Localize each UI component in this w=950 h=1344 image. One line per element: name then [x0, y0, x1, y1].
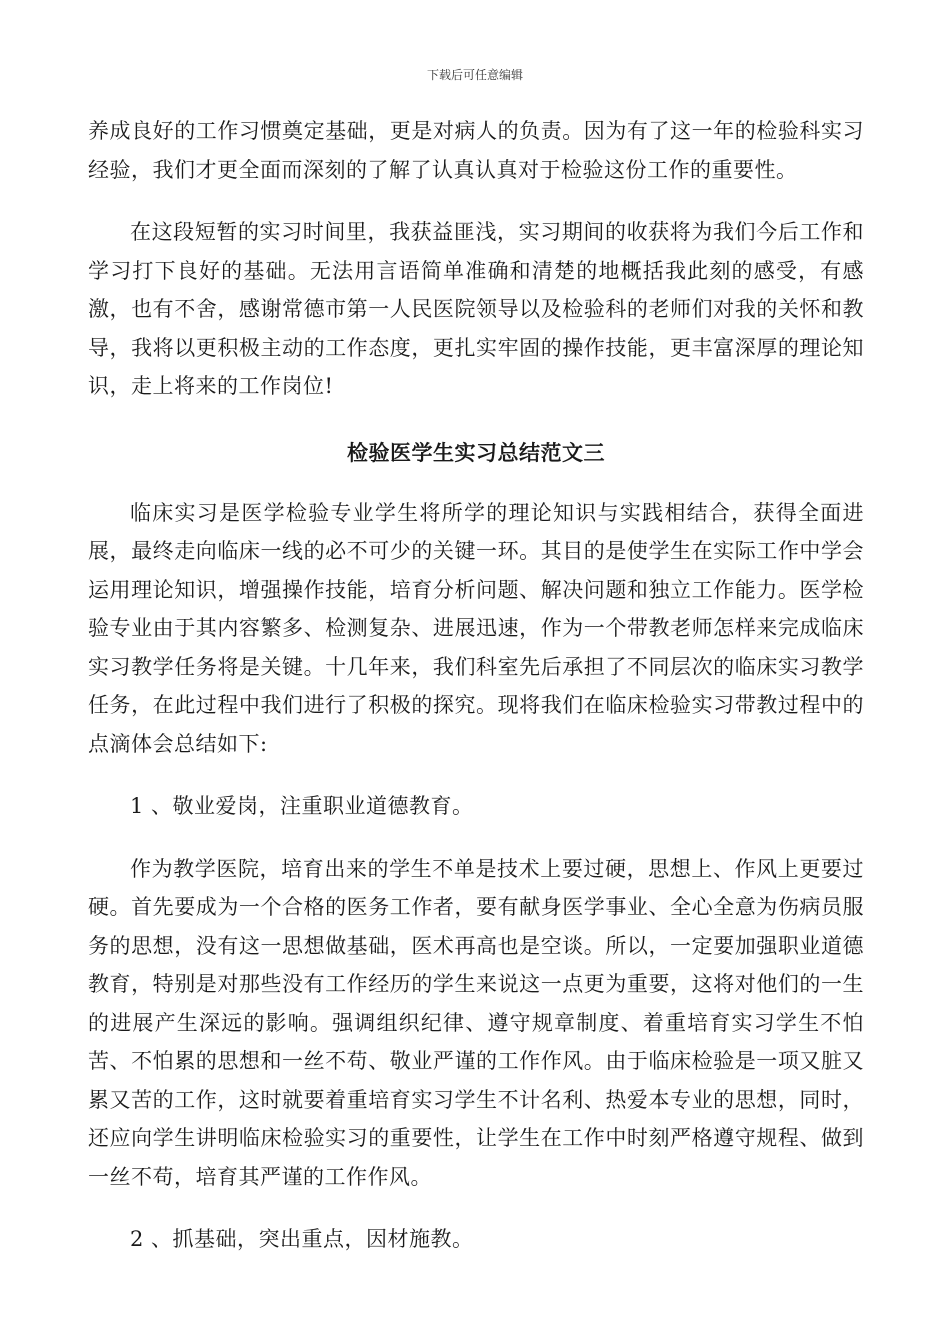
- paragraph-ethics: 作为教学医院，培育出来的学生不单是技术上要过硬，思想上、作风上更要过硬。首先要成为一个合格的医务工作者，要有献身医学事业、全心全意为伤病员服务的思想，没有这一思想做基础，医术再高也是空谈。所以，一定要加强职业道德教育，特别是对那些没有工作经历的学生来说这一点更为重要，这将对他们的一生的进展产生深远的影响。强调组织纪律、遵守规章制度、着重培育实习学生不怕苦、不怕累的思想和一丝不苟、敬业严谨的工作作风。由于临床检验是一项又脏又累又苦的工作，这时就要着重培育实习学生不计名利、热爱本专业的思想，同时，还应向学生讲明临床检验实习的重要性，让学生在工作中时刻严格遵守规程、做到一丝不苟，培育其严谨的工作作风。: [88, 856, 864, 1189]
- list-item-heading-2: 2 、抓基础，突出重点，因材施教。: [130, 1227, 474, 1251]
- section-title: 检验医学生实习总结范文三: [347, 439, 605, 465]
- header-note: 下载后可任意编辑: [426, 68, 523, 82]
- document-body: [88, 112, 864, 1259]
- list-item-heading-1: 1 、敬业爱岗，注重职业道德教育。: [130, 794, 474, 818]
- paragraph-intro: 临床实习是医学检验专业学生将所学的理论知识与实践相结合，获得全面进展，最终走向临床一线的必不可少的关键一环。其目的是使学生在实际工作中学会运用理论知识，增强操作技能，培育分析问题、解决问题和独立工作能力。医学检验专业由于其内容繁多、检测复杂、进展迅速，作为一个带教老师怎样来完成临床实习教学任务将是关键。十几年来，我们科室先后承担了不同层次的临床实习教学任务，在此过程中我们进行了积极的探究。现将我们在临床检验实习带教过程中的点滴体会总结如下:: [88, 500, 864, 756]
- paragraph-conclusion: 在这段短暂的实习时间里，我获益匪浅，实习期间的收获将为我们今后工作和学习打下良好的基础。无法用言语简单准确和清楚的地概括我此刻的感受，有感激，也有不舍，感谢常德市第一人民医院领导以及检验科的老师们对我的关怀和教导，我将以更积极主动的工作态度，更扎实牢固的操作技能，更丰富深厚的理论知识，走上将来的工作岗位!: [88, 220, 864, 398]
- paragraph-continuation: 养成良好的工作习惯奠定基础，更是对病人的负责。因为有了这一年的检验科实习经验，我们才更全面而深刻的了解了认真认真对于检验这份工作的重要性。: [88, 119, 864, 182]
